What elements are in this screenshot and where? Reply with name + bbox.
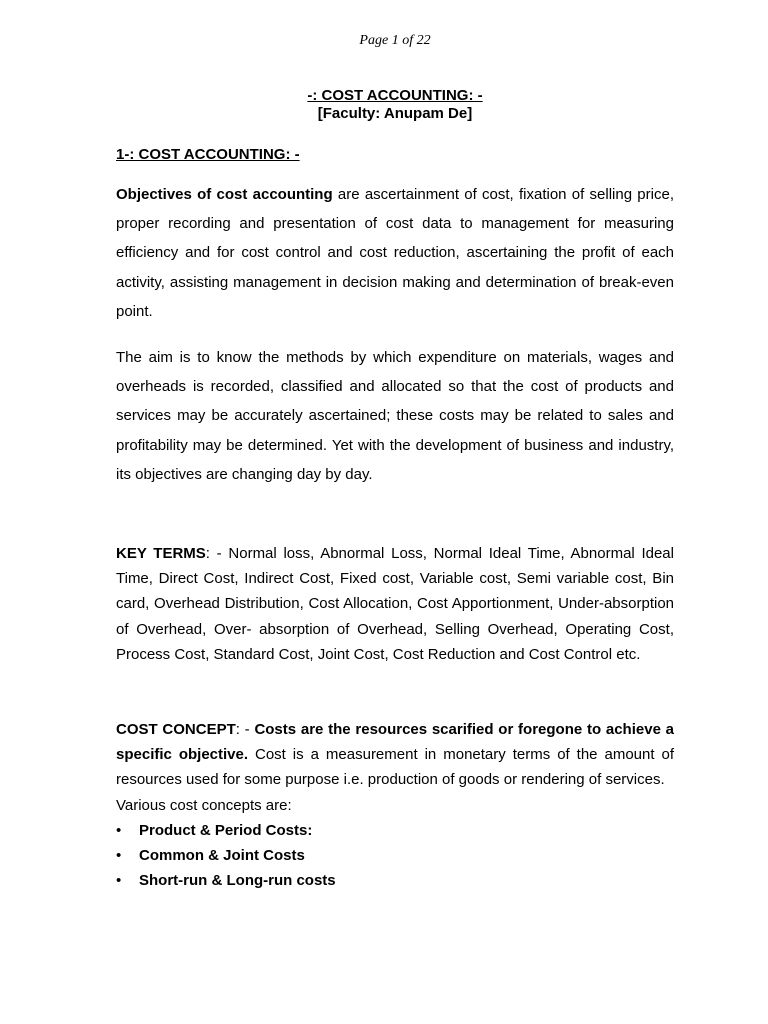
bullet-icon: •	[116, 821, 122, 839]
cost-concept-text: Cost is a measurement in monetary terms of the amount of resources used for some purpose i.e. production of goods or rendering of services.	[116, 746, 674, 789]
bullet-icon: •	[116, 847, 122, 865]
cost-concept-section	[116, 717, 674, 893]
objectives-text: are ascertainment of cost, fixation of selling price, proper recording and presentation of cost data to management for measuring efficiency and for cost control and cost reduction, ascertaining the profit of each activity, assisting management in decision making and determination of break-even point.	[116, 186, 674, 320]
list-item: • Short-run & Long-run costs	[116, 868, 674, 893]
cost-concept-label: COST CONCEPT	[116, 721, 236, 738]
cost-concepts-intro: Various cost concepts are:	[116, 796, 292, 814]
section-heading: 1-: COST ACCOUNTING: -	[116, 146, 300, 163]
faculty-line: [Faculty: Anupam De]	[317, 105, 473, 122]
list-item: • Common & Joint Costs	[116, 843, 674, 868]
page-number: Page 1 of 22	[359, 33, 431, 48]
cost-concept-definition: Costs are the resources scarified or foregone to achieve a specific objective.	[116, 721, 674, 764]
aim-paragraph: The aim is to know the methods by which expenditure on materials, wages and overheads is recorded, classified and allocated so that the cost of products and services may be accurately ascertained; these costs may be related to sales and profitability may be determined. Yet with the development of business and industry, its objectives are changing day by day.	[116, 349, 674, 483]
cost-concept-separator: : -	[235, 721, 255, 738]
key-terms-label: KEY TERMS	[116, 545, 206, 562]
objectives-paragraph	[116, 180, 674, 326]
key-terms-paragraph	[116, 541, 674, 667]
document-title: -: COST ACCOUNTING: -	[307, 87, 483, 104]
bullet-icon: •	[116, 872, 122, 890]
cost-concepts-list	[116, 818, 674, 894]
list-item: • Product & Period Costs:	[116, 818, 674, 843]
title-block	[0, 87, 768, 123]
objectives-lead: Objectives of cost accounting	[116, 186, 333, 203]
cost-concept-paragraph	[116, 717, 674, 793]
key-terms-text: : - Normal loss, Abnormal Loss, Normal Ideal Time, Abnormal Ideal Time, Direct Cost, Indirect Cost, Fixed cost, Variable cost, Semi variable cost, Bin card, Overhead Distribution, Cost Allocation, Cost Apportionment, Under-absorption of Overhead, Over- absorption of Overhead, Selling Overhead, Operating Cost, Process Cost, Standard Cost, Joint Cost, Cost Reduction and Cost Control etc.	[116, 545, 674, 663]
